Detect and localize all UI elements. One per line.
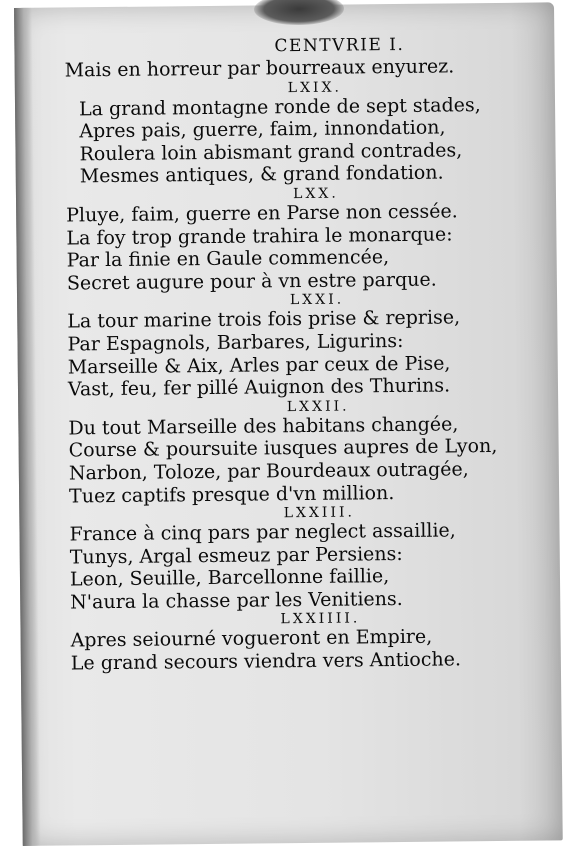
verse-line: Par Espagnols, Barbares, Ligurins: <box>67 329 404 356</box>
verse-line: France à cinq pars par neglect assaillie, <box>69 519 456 546</box>
text-block <box>64 33 541 676</box>
verse-line: Du tout Marseille des habitans changée, <box>68 413 459 440</box>
verse-line: Par la finie en Gaule commencée, <box>66 246 390 272</box>
verse-line: N'aura la chasse par les Venitiens. <box>70 587 403 614</box>
verse-line: La tour marine trois fois prise & reprise, <box>67 306 461 333</box>
book-page <box>14 2 563 846</box>
verse-line: Vast, feu, fer pillé Auignon des Thurins. <box>67 374 451 401</box>
verse-line: Roulera loin abismant grand contrades, <box>79 139 463 166</box>
verse-line: Tuez captifs presque d'vn million. <box>68 481 395 507</box>
verse-line: Course & poursuite iusques aupres de Lyon, <box>68 435 498 462</box>
verse-line: Apres seiourné vogueront en Empire, <box>70 626 433 652</box>
verse-line: Mesmes antiques, & grand fondation. <box>79 161 444 188</box>
verse-line: Pluye, faim, guerre en Parse non cessée. <box>66 200 458 227</box>
verse-line: Le grand secours viendra vers Antioche. <box>70 648 462 675</box>
verse-line: Mais en horreur par bourreaux enyurez. <box>64 55 455 82</box>
quatrain-number: LXXIIII. <box>280 610 361 628</box>
verse-line: La grand montagne ronde de sept stades, <box>78 93 481 120</box>
verse-line: Tunys, Argal esmeuz par Persiens: <box>69 542 403 569</box>
quatrain-number: LXIX. <box>287 79 343 96</box>
quatrain-number: LXX. <box>293 185 339 203</box>
page-gutter-shadow <box>14 8 41 846</box>
verse-line: Leon, Seuille, Barcellonne faillie, <box>69 565 390 591</box>
verse-line: Marseille & Aix, Arles par ceux de Pise, <box>67 351 451 378</box>
quatrain-number: LXXIII. <box>283 504 356 522</box>
verse-line: La foy trop grande trahira le monarque: <box>66 222 453 250</box>
quatrain-number: LXXI. <box>289 291 345 309</box>
running-head: CENTVRIE I. <box>274 34 405 57</box>
verse-line: Secret augure pour à vn estre parque. <box>66 268 437 295</box>
thumb-shadow <box>254 0 344 25</box>
verse-line: Apres pais, guerre, faim, innondation, <box>79 116 446 143</box>
verse-line: Narbon, Toloze, par Bourdeaux outragée, <box>68 458 469 485</box>
quatrain-number: LXXII. <box>286 398 350 415</box>
